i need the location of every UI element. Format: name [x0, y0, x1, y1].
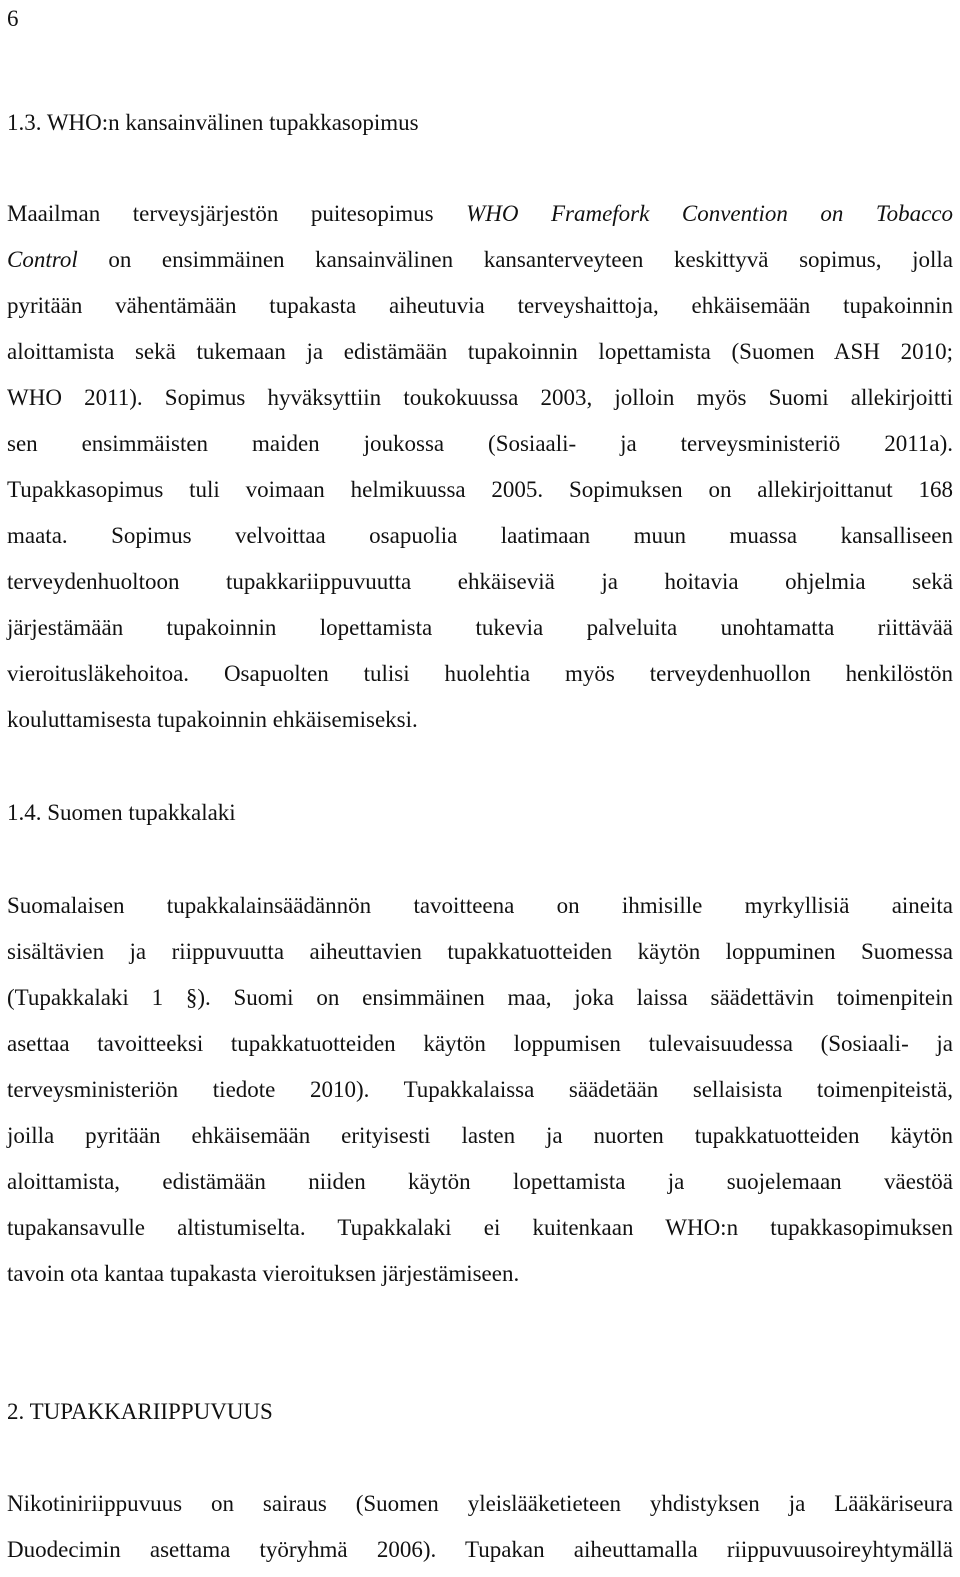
text-line: vieroitusläkehoitoa. Osapuolten tulisi huolehtia myös terveydenhuollon henkilöstön	[7, 661, 953, 686]
text-line: terveydenhuoltoon tupakkariippuvuutta ehkäiseviä ja hoitavia ohjelmia sekä	[7, 569, 953, 594]
text-line: sen ensimmäisten maiden joukossa (Sosiaali- ja terveysministeriö 2011a).	[7, 431, 953, 456]
text-line: Maailman terveysjärjestön puitesopimus WHO Framefork Convention on Tobacco	[7, 201, 954, 226]
text-line: maata. Sopimus velvoittaa osapuolia laatimaan muun muassa kansalliseen	[7, 523, 953, 548]
text-line: kouluttamisesta tupakoinnin ehkäisemiseksi.	[7, 707, 418, 732]
text-line: (Tupakkalaki 1 §). Suomi on ensimmäinen maa, joka laissa säädettävin toimenpitein	[7, 985, 953, 1010]
text-line: aloittamista, edistämään niiden käytön lopettamista ja suojelemaan väestöä	[7, 1169, 953, 1194]
text-line: pyritään vähentämään tupakasta aiheutuvia terveyshaittoja, ehkäisemään tupakoinnin	[7, 293, 953, 318]
paragraph-tobacco-dependence	[7, 1481, 953, 1573]
text-line: Suomalaisen tupakkalainsäädännön tavoitteena on ihmisille myrkyllisiä aineita	[7, 893, 953, 918]
text-line: Tupakkasopimus tuli voimaan helmikuussa 2005. Sopimuksen on allekirjoittanut 168	[7, 477, 953, 502]
text-line: tupakansavulle altistumiselta. Tupakkalaki ei kuitenkaan WHO:n tupakkasopimuksen	[7, 1215, 953, 1240]
text-line: terveysministeriön tiedote 2010). Tupakkalaissa säädetään sellaisista toimenpiteistä,	[7, 1077, 953, 1102]
section-heading-tobacco-law: 1.4. Suomen tupakkalaki	[7, 800, 236, 825]
text-line: tavoin ota kantaa tupakasta vieroituksen järjestämiseen.	[7, 1261, 520, 1286]
paragraph-who-convention	[7, 191, 953, 743]
text-line: Duodecimin asettama työryhmä 2006). Tupakan aiheuttamalla riippuvuusoireyhtymällä	[7, 1537, 953, 1562]
paragraph-tobacco-law	[7, 883, 953, 1297]
section-heading-who-convention: 1.3. WHO:n kansainvälinen tupakkasopimus	[7, 110, 419, 135]
page-number: 6	[7, 6, 19, 31]
section-heading-tobacco-dependence: 2. TUPAKKARIIPPUVUUS	[7, 1399, 273, 1424]
text-line: Control on ensimmäinen kansainvälinen kansanterveyteen keskittyvä sopimus, jolla	[7, 247, 953, 272]
text-line: WHO 2011). Sopimus hyväksyttiin toukokuussa 2003, jolloin myös Suomi allekirjoitti	[7, 385, 953, 410]
text-line: sisältävien ja riippuvuutta aiheuttavien tupakkatuotteiden käytön loppuminen Suomessa	[7, 939, 953, 964]
text-line: Nikotiniriippuvuus on sairaus (Suomen yleislääketieteen yhdistyksen ja Lääkäriseura	[7, 1491, 953, 1516]
text-line: joilla pyritään ehkäisemään erityisesti lasten ja nuorten tupakkatuotteiden käytön	[7, 1123, 953, 1148]
text-line: aloittamista sekä tukemaan ja edistämään tupakoinnin lopettamista (Suomen ASH 2010;	[7, 339, 953, 364]
text-line: asettaa tavoitteeksi tupakkatuotteiden käytön loppumisen tulevaisuudessa (Sosiaali- ja	[7, 1031, 953, 1056]
text-line: järjestämään tupakoinnin lopettamista tukevia palveluita unohtamatta riittävää	[7, 615, 953, 640]
